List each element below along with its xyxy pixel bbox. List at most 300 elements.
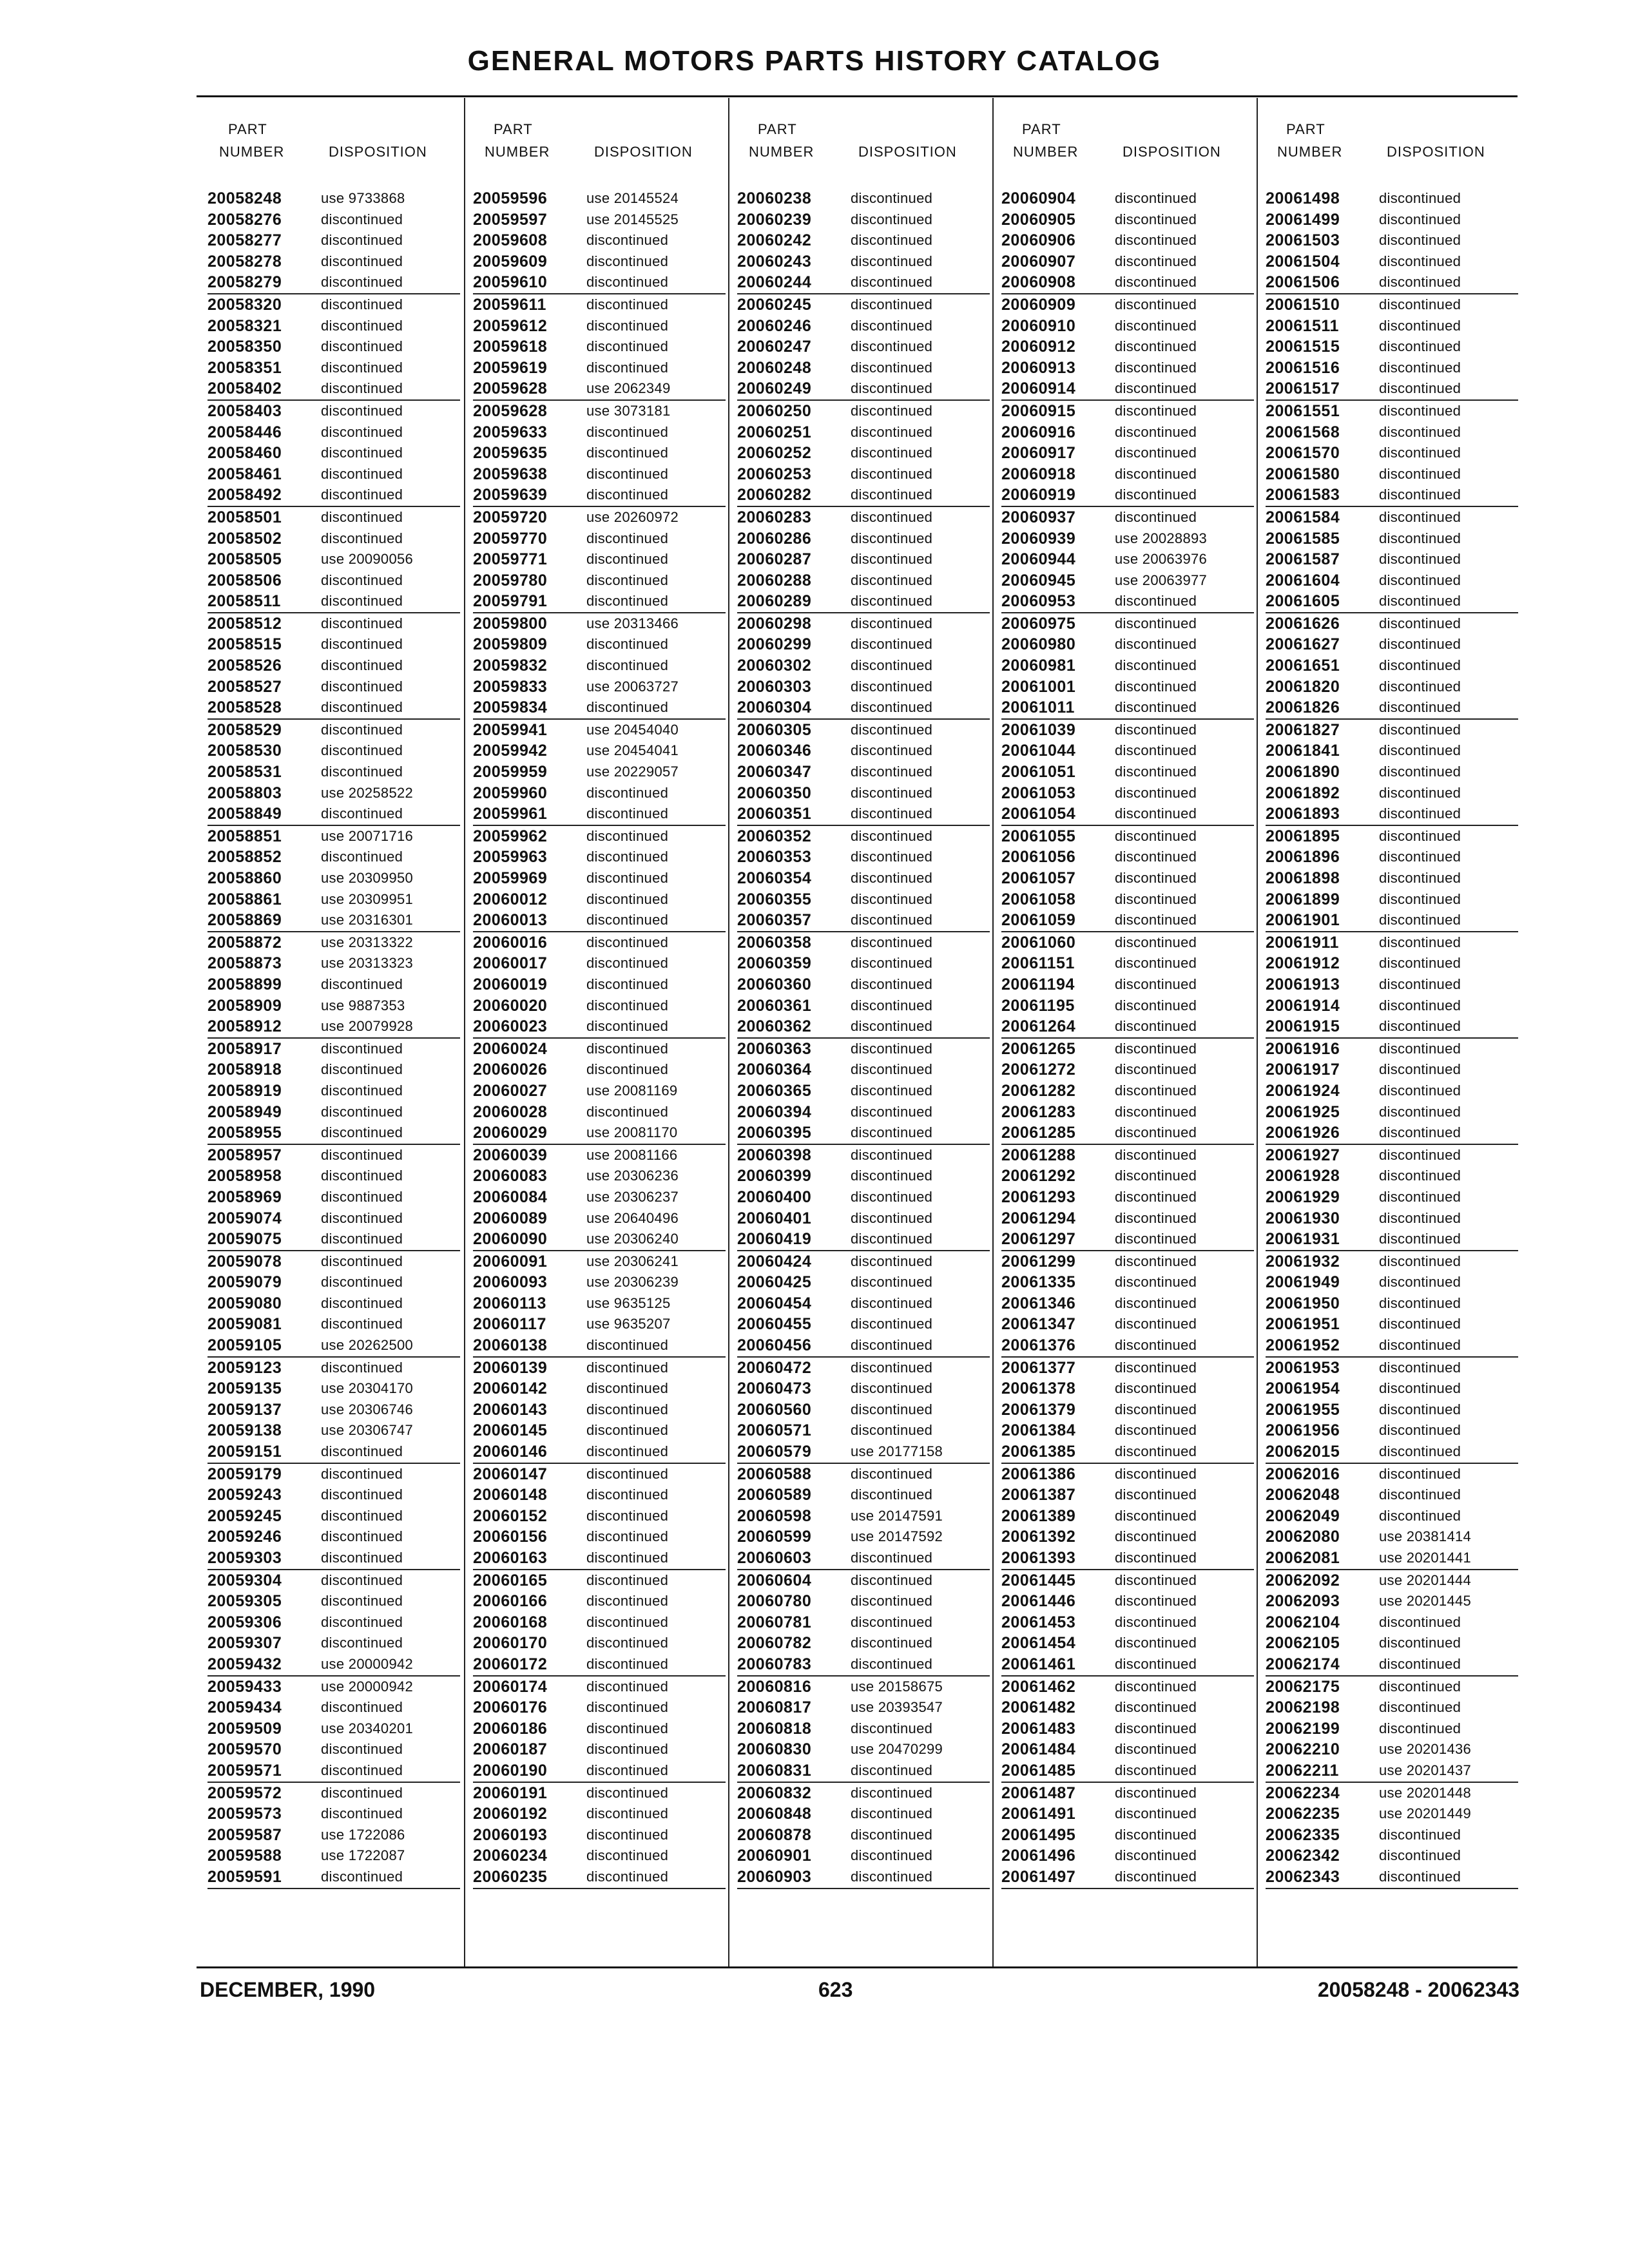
table-row	[737, 485, 990, 507]
part-number: 20060142	[473, 1379, 548, 1398]
table-row	[473, 720, 726, 741]
table-row	[737, 1145, 990, 1166]
table-row	[737, 953, 990, 974]
table-row	[1001, 1803, 1254, 1825]
part-number: 20061820	[1266, 677, 1340, 696]
table-row	[1266, 1208, 1518, 1229]
disposition: discontinued	[321, 253, 403, 269]
header-part-label: PART	[228, 121, 267, 137]
table-row	[207, 613, 460, 635]
disposition: discontinued	[851, 1465, 933, 1482]
part-number: 20058527	[207, 677, 282, 696]
table-row	[473, 740, 726, 762]
disposition: use 20340201	[321, 1720, 414, 1736]
part-number: 20060239	[737, 210, 812, 229]
part-number: 20060289	[737, 592, 812, 611]
table-row	[207, 549, 460, 570]
table-row	[1266, 995, 1518, 1017]
table-row	[207, 1358, 460, 1379]
header-part-label: PART	[494, 121, 533, 137]
table-row	[1266, 932, 1518, 954]
part-number: 20061893	[1266, 805, 1340, 823]
table-row	[737, 1718, 990, 1740]
table-row	[473, 889, 726, 910]
disposition: discontinued	[851, 997, 933, 1014]
table-row	[207, 1441, 460, 1464]
table-row	[1266, 485, 1518, 507]
table-row	[207, 634, 460, 655]
disposition: use 20316301	[321, 912, 414, 928]
part-number: 20058803	[207, 783, 282, 802]
part-number: 20060147	[473, 1465, 548, 1483]
disposition: discontinued	[586, 1380, 669, 1397]
table-row	[1001, 1229, 1254, 1251]
table-row	[473, 974, 726, 995]
table-row	[207, 1612, 460, 1633]
table-row	[1001, 762, 1254, 783]
disposition: discontinued	[1115, 657, 1197, 674]
disposition: discontinued	[321, 1316, 403, 1332]
part-number: 20062235	[1266, 1805, 1340, 1823]
table-row	[207, 1251, 460, 1273]
disposition: use 20313466	[586, 615, 679, 631]
table-row	[1266, 591, 1518, 613]
header-part-label: PART	[758, 121, 797, 137]
row-list	[1266, 188, 1518, 1889]
part-number: 20061928	[1266, 1167, 1340, 1186]
disposition: discontinued	[1115, 1168, 1197, 1184]
disposition: discontinued	[1379, 486, 1461, 503]
column-header	[200, 121, 464, 166]
disposition: discontinued	[586, 317, 669, 334]
part-number: 20061283	[1001, 1102, 1076, 1121]
table-row	[207, 1570, 460, 1591]
table-row	[207, 847, 460, 868]
table-row	[207, 697, 460, 720]
part-number: 20060830	[737, 1740, 812, 1759]
disposition: discontinued	[321, 636, 403, 653]
part-number: 20060238	[737, 189, 812, 207]
disposition: discontinued	[851, 890, 933, 907]
table-row	[737, 1760, 990, 1783]
part-number: 20060016	[473, 933, 548, 952]
disposition: discontinued	[586, 1784, 669, 1801]
part-number: 20060283	[737, 508, 812, 526]
table-row	[737, 655, 990, 677]
table-row	[207, 762, 460, 783]
part-number: 20061931	[1266, 1230, 1340, 1249]
part-number: 20061899	[1266, 890, 1340, 908]
disposition: discontinued	[1379, 699, 1461, 716]
disposition: discontinued	[1115, 1359, 1197, 1376]
part-number: 20060913	[1001, 358, 1076, 377]
disposition: discontinued	[1115, 721, 1197, 738]
part-number: 20058957	[207, 1146, 282, 1164]
part-number: 20060084	[473, 1187, 548, 1206]
table-row	[207, 1825, 460, 1846]
table-row	[207, 1803, 460, 1825]
part-number: 20060152	[473, 1506, 548, 1525]
table-row	[737, 1272, 990, 1293]
disposition: discontinued	[586, 1528, 669, 1545]
part-number: 20059434	[207, 1698, 282, 1717]
disposition: discontinued	[1115, 1571, 1197, 1588]
table-row	[737, 1314, 990, 1335]
table-row	[473, 1612, 726, 1633]
part-number: 20058955	[207, 1124, 282, 1142]
disposition: discontinued	[321, 1061, 403, 1078]
part-number: 20062210	[1266, 1740, 1340, 1759]
table-row	[473, 422, 726, 443]
disposition: discontinued	[1115, 486, 1197, 503]
table-row	[207, 422, 460, 443]
table-row	[737, 1506, 990, 1527]
disposition: use 20081169	[586, 1082, 678, 1099]
part-number: 20059780	[473, 571, 548, 590]
part-number: 20061495	[1001, 1825, 1076, 1844]
part-number: 20060780	[737, 1592, 812, 1611]
disposition: discontinued	[1115, 1188, 1197, 1205]
disposition: discontinued	[1379, 1082, 1461, 1099]
disposition: discontinued	[1115, 508, 1197, 525]
disposition: discontinued	[321, 317, 403, 334]
part-number: 20062016	[1266, 1465, 1340, 1483]
page-title: GENERAL MOTORS PARTS HISTORY CATALOG	[467, 45, 1162, 77]
table-row	[207, 1187, 460, 1208]
part-number: 20059123	[207, 1358, 282, 1377]
part-number: 20060156	[473, 1528, 548, 1546]
part-number: 20060027	[473, 1081, 548, 1100]
part-number: 20060939	[1001, 529, 1076, 548]
disposition: discontinued	[321, 1146, 403, 1163]
disposition: discontinued	[1379, 380, 1461, 397]
part-number: 20061604	[1266, 571, 1340, 590]
disposition: discontinued	[586, 1103, 669, 1120]
disposition: discontinued	[321, 274, 403, 291]
disposition: discontinued	[1115, 1635, 1197, 1651]
part-number: 20060395	[737, 1124, 812, 1142]
disposition: discontinued	[851, 1380, 933, 1397]
table-row	[473, 1293, 726, 1314]
part-number: 20058909	[207, 996, 282, 1015]
disposition: discontinued	[321, 678, 403, 695]
part-number: 20060090	[473, 1230, 548, 1249]
disposition: use 20313322	[321, 934, 414, 950]
disposition: discontinued	[586, 1762, 669, 1778]
column-header	[1258, 121, 1522, 166]
table-row	[207, 889, 460, 910]
table-row	[1266, 294, 1518, 316]
part-number: 20059969	[473, 869, 548, 887]
part-number: 20060026	[473, 1061, 548, 1079]
disposition: discontinued	[586, 1593, 669, 1610]
part-number: 20060191	[473, 1783, 548, 1802]
disposition: discontinued	[1115, 1443, 1197, 1460]
table-row	[473, 1548, 726, 1570]
part-number: 20058969	[207, 1187, 282, 1206]
disposition: discontinued	[851, 423, 933, 440]
disposition: discontinued	[1115, 1401, 1197, 1418]
part-number: 20061827	[1266, 720, 1340, 739]
part-number: 20061954	[1266, 1379, 1340, 1398]
table-row	[1266, 378, 1518, 401]
table-row	[473, 401, 726, 422]
table-row	[1266, 1122, 1518, 1145]
table-row	[737, 251, 990, 273]
part-number: 20060455	[737, 1315, 812, 1334]
disposition: discontinued	[321, 1699, 403, 1716]
part-number: 20061585	[1266, 529, 1340, 548]
table-row	[1001, 422, 1254, 443]
table-row	[207, 1016, 460, 1039]
table-row	[737, 316, 990, 337]
part-number: 20061951	[1266, 1315, 1340, 1334]
part-number: 20062174	[1266, 1655, 1340, 1673]
part-number: 20061446	[1001, 1592, 1076, 1611]
disposition: discontinued	[1379, 530, 1461, 546]
part-number: 20058276	[207, 210, 282, 229]
disposition: discontinued	[1115, 1784, 1197, 1801]
part-number: 20060357	[737, 911, 812, 930]
disposition: discontinued	[1115, 380, 1197, 397]
table-row	[1001, 316, 1254, 337]
disposition: discontinued	[1115, 1231, 1197, 1247]
disposition: discontinued	[1115, 1380, 1197, 1397]
table-row	[737, 1358, 990, 1379]
disposition: discontinued	[321, 1443, 403, 1460]
header-number-label: NUMBER	[749, 144, 815, 160]
part-number: 20062105	[1266, 1634, 1340, 1653]
table-row	[1001, 1591, 1254, 1612]
disposition: discontinued	[851, 784, 933, 801]
table-row	[1266, 868, 1518, 889]
disposition: discontinued	[586, 1613, 669, 1630]
disposition: use 20000942	[321, 1678, 414, 1695]
part-number: 20060235	[473, 1867, 548, 1886]
part-number: 20060172	[473, 1655, 548, 1673]
part-number: 20060818	[737, 1719, 812, 1738]
part-number: 20061059	[1001, 911, 1076, 930]
part-number: 20060782	[737, 1634, 812, 1653]
disposition: discontinued	[1379, 1146, 1461, 1163]
table-row	[1266, 1464, 1518, 1485]
disposition: discontinued	[851, 1613, 933, 1630]
disposition: use 1722087	[321, 1847, 405, 1864]
table-row	[207, 720, 460, 741]
part-number: 20059245	[207, 1506, 282, 1525]
part-number: 20060286	[737, 529, 812, 548]
table-row	[207, 188, 460, 209]
disposition: use 20201445	[1379, 1593, 1472, 1610]
part-number: 20061499	[1266, 210, 1340, 229]
table-row	[737, 422, 990, 443]
disposition: use 20063977	[1115, 572, 1208, 588]
disposition: discontinued	[586, 445, 669, 461]
disposition: discontinued	[321, 1294, 403, 1311]
table-row	[207, 1739, 460, 1760]
table-row	[1001, 1420, 1254, 1441]
table-row	[1001, 1016, 1254, 1039]
disposition: discontinued	[586, 486, 669, 503]
table-row	[473, 209, 726, 231]
part-number: 20061517	[1266, 380, 1340, 398]
table-row	[473, 1187, 726, 1208]
disposition: discontinued	[1115, 1040, 1197, 1057]
disposition: discontinued	[1115, 423, 1197, 440]
part-number: 20060093	[473, 1273, 548, 1292]
table-row	[1001, 507, 1254, 528]
table-row	[737, 401, 990, 422]
table-row	[207, 1526, 460, 1548]
disposition: discontinued	[851, 253, 933, 269]
disposition: discontinued	[851, 1762, 933, 1778]
table-row	[1001, 1783, 1254, 1804]
catalog-column-3	[728, 98, 992, 1966]
table-row	[1001, 549, 1254, 570]
table-row	[473, 230, 726, 251]
table-row	[737, 1166, 990, 1187]
part-number: 20060916	[1001, 423, 1076, 441]
disposition: use 20393547	[851, 1699, 943, 1716]
part-number: 20061454	[1001, 1634, 1076, 1653]
part-number: 20061376	[1001, 1336, 1076, 1355]
part-number: 20059246	[207, 1528, 282, 1546]
part-number: 20061384	[1001, 1421, 1076, 1440]
part-number: 20060347	[737, 763, 812, 782]
disposition: use 20306240	[586, 1231, 679, 1247]
table-row	[207, 1548, 460, 1570]
part-number: 20059597	[473, 210, 548, 229]
table-row	[473, 910, 726, 932]
disposition: discontinued	[1379, 1294, 1461, 1311]
disposition: discontinued	[586, 1741, 669, 1758]
table-row	[1266, 1102, 1518, 1123]
part-number: 20059791	[473, 592, 548, 611]
part-number: 20058515	[207, 635, 282, 654]
table-row	[737, 1825, 990, 1846]
table-row	[473, 1591, 726, 1612]
part-number: 20060242	[737, 231, 812, 250]
table-row	[737, 1016, 990, 1039]
table-row	[207, 1059, 460, 1081]
table-row	[737, 1441, 990, 1464]
table-row	[737, 1399, 990, 1421]
table-row	[1266, 358, 1518, 379]
part-number: 20060192	[473, 1805, 548, 1823]
part-number: 20059628	[473, 401, 548, 420]
table-row	[473, 1059, 726, 1081]
table-row	[207, 1102, 460, 1123]
part-number: 20060589	[737, 1486, 812, 1504]
table-row	[207, 1314, 460, 1335]
part-number: 20058530	[207, 742, 282, 760]
disposition: discontinued	[1115, 805, 1197, 822]
disposition: discontinued	[851, 274, 933, 291]
table-row	[473, 1166, 726, 1187]
disposition: discontinued	[1115, 934, 1197, 950]
table-row	[207, 1166, 460, 1187]
disposition: discontinued	[851, 380, 933, 397]
disposition: use 20071716	[321, 827, 414, 844]
table-row	[1266, 1166, 1518, 1187]
table-row	[473, 847, 726, 868]
part-number: 20061051	[1001, 763, 1076, 782]
table-row	[1001, 1739, 1254, 1760]
part-number: 20060848	[737, 1805, 812, 1823]
part-number: 20061445	[1001, 1571, 1076, 1590]
disposition: discontinued	[321, 530, 403, 546]
part-number: 20061293	[1001, 1187, 1076, 1206]
table-row	[1266, 1335, 1518, 1358]
disposition: use 20201436	[1379, 1741, 1472, 1758]
table-row	[1001, 953, 1254, 974]
part-number: 20058529	[207, 720, 282, 739]
table-row	[1001, 485, 1254, 507]
table-row	[1266, 1399, 1518, 1421]
disposition: discontinued	[851, 1550, 933, 1566]
part-number: 20060019	[473, 975, 548, 994]
disposition: discontinued	[586, 593, 669, 610]
part-number: 20060174	[473, 1677, 548, 1696]
disposition: discontinued	[1379, 338, 1461, 355]
part-number: 20059963	[473, 848, 548, 867]
disposition: discontinued	[321, 1741, 403, 1758]
disposition: discontinued	[1379, 1826, 1461, 1843]
table-row	[1266, 1633, 1518, 1654]
disposition: discontinued	[851, 211, 933, 227]
part-number: 20059771	[473, 550, 548, 569]
table-row	[1266, 1612, 1518, 1633]
part-number: 20059962	[473, 827, 548, 845]
disposition: discontinued	[321, 486, 403, 503]
part-number: 20061386	[1001, 1465, 1076, 1483]
disposition: discontinued	[851, 1168, 933, 1184]
part-number: 20058502	[207, 529, 282, 548]
part-number: 20061584	[1266, 508, 1340, 526]
table-row	[737, 995, 990, 1017]
part-number: 20060598	[737, 1506, 812, 1525]
part-number: 20061498	[1266, 189, 1340, 207]
part-number: 20061914	[1266, 996, 1340, 1015]
table-row	[473, 1016, 726, 1039]
disposition: discontinued	[851, 1805, 933, 1822]
disposition: use 20090056	[321, 551, 414, 568]
disposition: discontinued	[1379, 1635, 1461, 1651]
table-row	[473, 1229, 726, 1251]
table-row	[737, 1845, 990, 1867]
disposition: discontinued	[851, 190, 933, 206]
table-row	[1001, 1526, 1254, 1548]
part-number: 20062093	[1266, 1592, 1340, 1611]
table-row	[737, 1783, 990, 1804]
part-number: 20061568	[1266, 423, 1340, 441]
table-row	[1001, 1825, 1254, 1846]
header-disposition-label: DISPOSITION	[1387, 144, 1485, 160]
table-row	[737, 1464, 990, 1485]
disposition: discontinued	[851, 572, 933, 588]
table-row	[1266, 1358, 1518, 1379]
disposition: use 20454041	[586, 742, 679, 759]
part-number: 20062211	[1266, 1761, 1339, 1780]
disposition: discontinued	[851, 849, 933, 865]
table-row	[737, 740, 990, 762]
part-number: 20062199	[1266, 1719, 1340, 1738]
part-number: 20061264	[1001, 1017, 1076, 1036]
table-row	[1266, 1485, 1518, 1506]
disposition: discontinued	[586, 657, 669, 674]
part-number: 20060304	[737, 698, 812, 717]
disposition: discontinued	[1379, 1168, 1461, 1184]
